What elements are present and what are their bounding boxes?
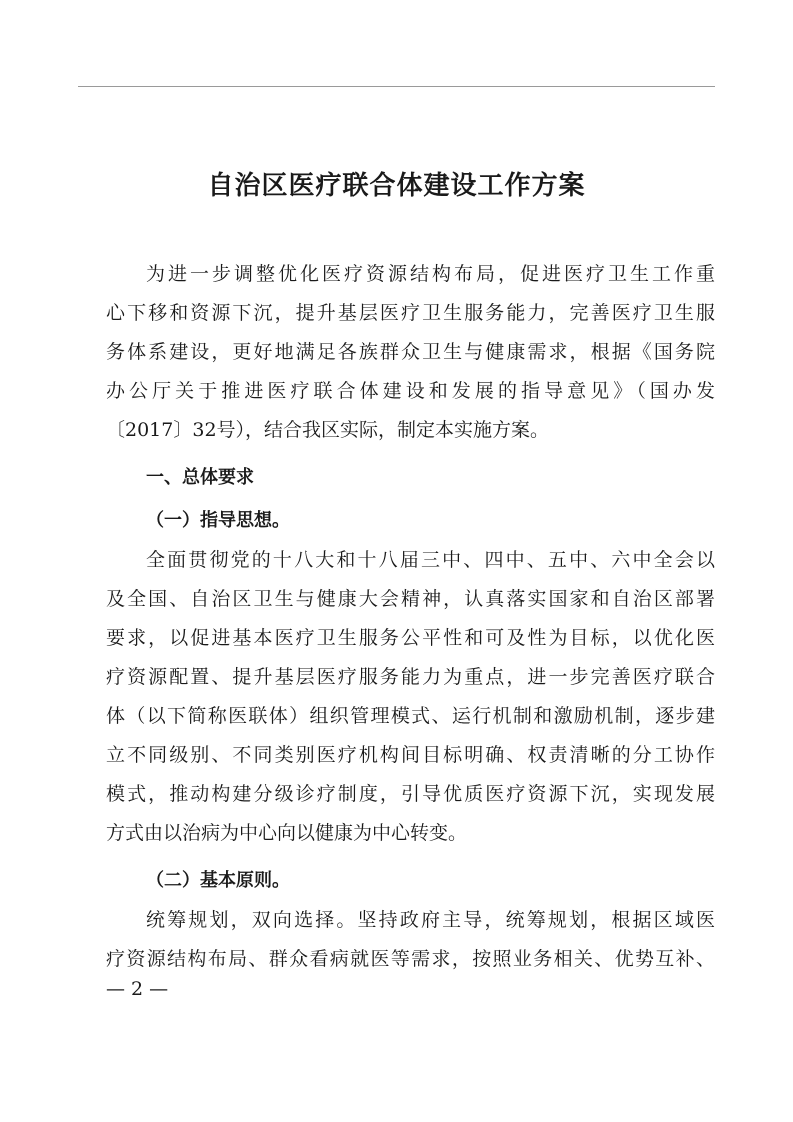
section-heading-general-requirements: 一、总体要求	[146, 467, 254, 488]
subsection-heading-guiding-thought: （一）指导思想。	[146, 510, 290, 531]
page-number: — 2 —	[106, 978, 169, 1000]
intro-line-5: 〔2017〕32号），结合我区实际，制定本实施方案。	[106, 419, 550, 441]
intro-line-1: 为进一步调整优化医疗资源结构布局，促进医疗卫生工作重	[146, 263, 715, 285]
principles-line-2: 疗资源结构布局、群众看病就医等需求，按照业务相关、优势互补、	[106, 948, 715, 970]
guiding-line-2: 及全国、自治区卫生与健康大会精神，认真落实国家和自治区部署	[106, 588, 715, 610]
document-title: 自治区医疗联合体建设工作方案	[207, 171, 586, 201]
principles-line-1: 统筹规划，双向选择。坚持政府主导，统筹规划，根据区域医	[146, 909, 715, 931]
subsection-heading-basic-principles: （二）基本原则。	[146, 870, 290, 891]
guiding-line-8: 方式由以治病为中心向以健康为中心转变。	[106, 822, 468, 844]
intro-line-4: 办公厅关于推进医疗联合体建设和发展的指导意见》（国办发	[106, 380, 715, 402]
guiding-line-5: 体（以下简称医联体）组织管理模式、运行机制和激励机制，逐步建	[106, 705, 715, 727]
guiding-line-6: 立不同级别、不同类别医疗机构间目标明确、权责清晰的分工协作	[106, 744, 715, 766]
intro-line-3: 务体系建设，更好地满足各族群众卫生与健康需求，根据《国务院	[106, 341, 715, 363]
intro-line-2: 心下移和资源下沉，提升基层医疗卫生服务能力，完善医疗卫生服	[106, 302, 715, 324]
guiding-line-4: 疗资源配置、提升基层医疗服务能力为重点，进一步完善医疗联合	[106, 666, 715, 688]
guiding-line-3: 要求，以促进基本医疗卫生服务公平性和可及性为目标，以优化医	[106, 627, 715, 649]
guiding-line-7: 模式，推动构建分级诊疗制度，引导优质医疗资源下沉，实现发展	[106, 783, 715, 805]
guiding-line-1: 全面贯彻党的十八大和十八届三中、四中、五中、六中全会以	[146, 549, 715, 571]
header-rule	[78, 86, 715, 87]
